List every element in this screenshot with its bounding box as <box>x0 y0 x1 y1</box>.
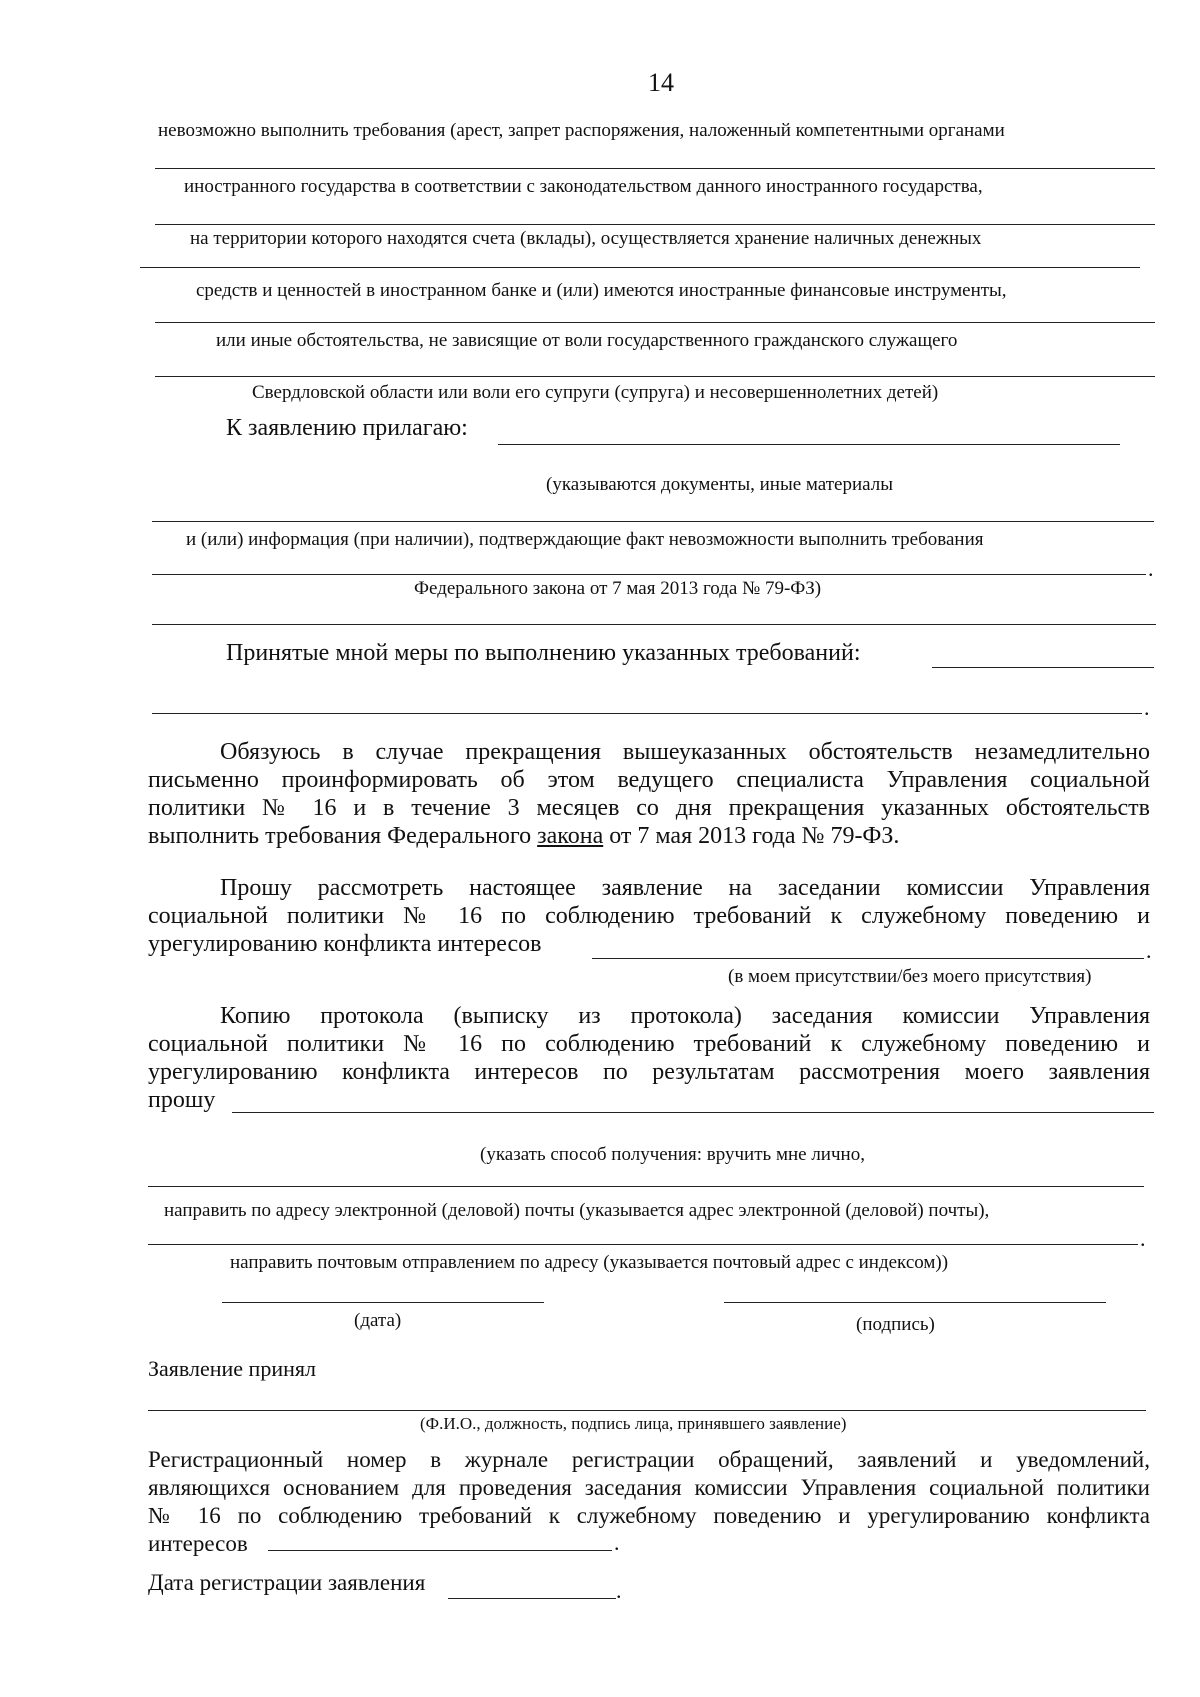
registration-fill-line <box>268 1550 612 1551</box>
registration-paragraph: Регистрационный номер в журнале регистрации обращений, заявлений и уведомлений, являющихся основанием для проведения заседания комиссии Управления социальной политики № 16 по соблюдению требований к служебному поведению и урегулированию конфликта интересов <box>148 1447 1150 1556</box>
copy-paragraph: Копию протокола (выписку из протокола) заседания комиссии Управления социальной политики № 16 по соблюдению требований к служебному поведению и урегулированию конфликта интересов по результатам рассмотрения моего заявления прошу <box>148 1003 1150 1113</box>
attach-hint-1: (указываются документы, иные материалы <box>546 474 893 495</box>
reg-date-label: Дата регистрации заявления <box>148 1570 426 1595</box>
date-label: (дата) <box>354 1310 402 1331</box>
request-fill-line <box>592 958 1144 959</box>
accepted-hint: (Ф.И.О., должность, подпись лица, принявшего заявление) <box>420 1414 847 1433</box>
fill-line <box>155 168 1155 169</box>
fill-line <box>152 521 1154 522</box>
obligation-paragraph: Обязуюсь в случае прекращения вышеуказанных обстоятельств незамедлительно письменно проинформировать об этом ведущего специалиста Управления социальной политики № 16 и в течение 3 месяцев со дня прекращения указанных обстоятельств выполнить требования Федерального закона от 7 мая 2013 года № 79-ФЗ. <box>148 739 1150 849</box>
fill-line <box>148 1186 1144 1187</box>
measures-fill-line <box>932 667 1154 668</box>
copy-hint-3: направить почтовым отправлением по адресу (указывается почтовый адрес с индексом)) <box>230 1252 949 1273</box>
measures-fill-line-2 <box>152 713 1142 714</box>
attach-label: К заявлению прилагаю: <box>226 415 468 441</box>
copy-hint-2: направить по адресу электронной (деловой) почты (указывается адрес электронной (деловой) почты), <box>164 1200 990 1221</box>
hint-line-5: или иные обстоятельства, не зависящие от воли государственного гражданского служащего <box>216 330 958 351</box>
copy-hint-1: (указать способ получения: вручить мне лично, <box>480 1144 865 1165</box>
fill-line <box>140 267 1140 268</box>
document-page: 14 невозможно выполнить требования (арест, запрет распоряжения, наложенный компетентными органами иностранного государства в соответствии с законодательством данного иностранного государства, на территории которого находятся счета (вклады), осуществляется хранение наличных денежных средств и ценностей в иностранном банке и (или) имеются иностранные финансовые инструменты, или иные обстоятельства, не зависящие от воли государственного гражданского служащего Свердловской области или воли его супруги (супруга) и несовершеннолетних детей) К заявлению прилагаю: (указываются документы, иные материалы и (или) информация (при наличии), подтверждающие факт невозможности выполнить требования . Федерального закона от 7 мая 2013 года № 79-ФЗ) Принятые мной меры по выполнению указанных требований: . Обязуюсь в случае прекращения вышеуказанных обстоятельств незамедлительно письменно проинформировать об этом ведущего специалиста Управления социальной политики № 16 и в течение 3 месяцев со дня прекращения указанных обстоятельств выполнить требования Федерального закона от 7 мая 2013 года № 79-ФЗ. Прошу рассмотреть настоящее заявление на заседании комиссии Управления социальной политики № 16 по соблюдению требований к служебному поведению и урегулированию конфликта интересов . (в моем присутствии/без моего присутствия) Копию протокола (выписку из протокола) заседания комиссии Управления социальной политики № 16 по соблюдению требований к служебному поведению и урегулированию конфликта интересов по результатам рассмотрения моего заявления прошу (указать способ получения: вручить мне лично, направить по адресу электронной (деловой) почты (указывается адрес электронной (деловой) почты), . направить почтовым отправлением по адресу (указывается почтовый адрес с индексом)) (дата) (подпись) Заявление принял (Ф.И.О., должность, подпись лица, принявшего заявление) Регистрационный номер в журнале регистрации обращений, заявлений и уведомлений, являющихся основанием для проведения заседания комиссии Управления социальной политики № 16 по соблюдению требований к служебному поведению и урегулированию конфликта интересов . Дата регистрации заявления . <box>0 0 1200 1697</box>
attach-hint-3: Федерального закона от 7 мая 2013 года № 79-ФЗ) <box>414 578 822 599</box>
page-number: 14 <box>648 68 674 97</box>
request-hint: (в моем присутствии/без моего присутствия) <box>728 966 1092 987</box>
attach-hint-2: и (или) информация (при наличии), подтверждающие факт невозможности выполнить требования <box>186 529 984 550</box>
fill-line <box>152 574 1146 575</box>
measures-label: Принятые мной меры по выполнению указанных требований: <box>226 640 861 666</box>
fill-line <box>155 224 1155 225</box>
accepted-fill-line <box>148 1410 1146 1411</box>
fill-line <box>152 624 1156 625</box>
fill-line <box>148 1244 1138 1245</box>
accepted-label: Заявление принял <box>148 1356 316 1381</box>
date-fill-line <box>222 1302 544 1303</box>
attach-fill-line <box>498 444 1120 445</box>
law-link[interactable]: закона <box>537 823 604 849</box>
request-paragraph: Прошу рассмотреть настоящее заявление на заседании комиссии Управления социальной политики № 16 по соблюдению требований к служебному поведению и урегулированию конфликта интересов <box>148 875 1150 957</box>
hint-line-3: на территории которого находятся счета (вклады), осуществляется хранение наличных денежных <box>190 228 982 249</box>
hint-line-2: иностранного государства в соответствии с законодательством данного иностранного государства, <box>184 176 983 197</box>
reg-date-fill-line <box>448 1598 616 1599</box>
hint-line-4: средств и ценностей в иностранном банке и (или) имеются иностранные финансовые инструменты, <box>196 280 1007 301</box>
copy-fill-line <box>232 1112 1154 1113</box>
hint-line-6: Свердловской области или воли его супруги (супруга) и несовершеннолетних детей) <box>252 382 939 403</box>
fill-line <box>155 322 1155 323</box>
fill-line <box>155 376 1155 377</box>
hint-line-1: невозможно выполнить требования (арест, запрет распоряжения, наложенный компетентными органами <box>158 120 1005 141</box>
signature-label: (подпись) <box>856 1314 935 1335</box>
signature-fill-line <box>724 1302 1106 1303</box>
